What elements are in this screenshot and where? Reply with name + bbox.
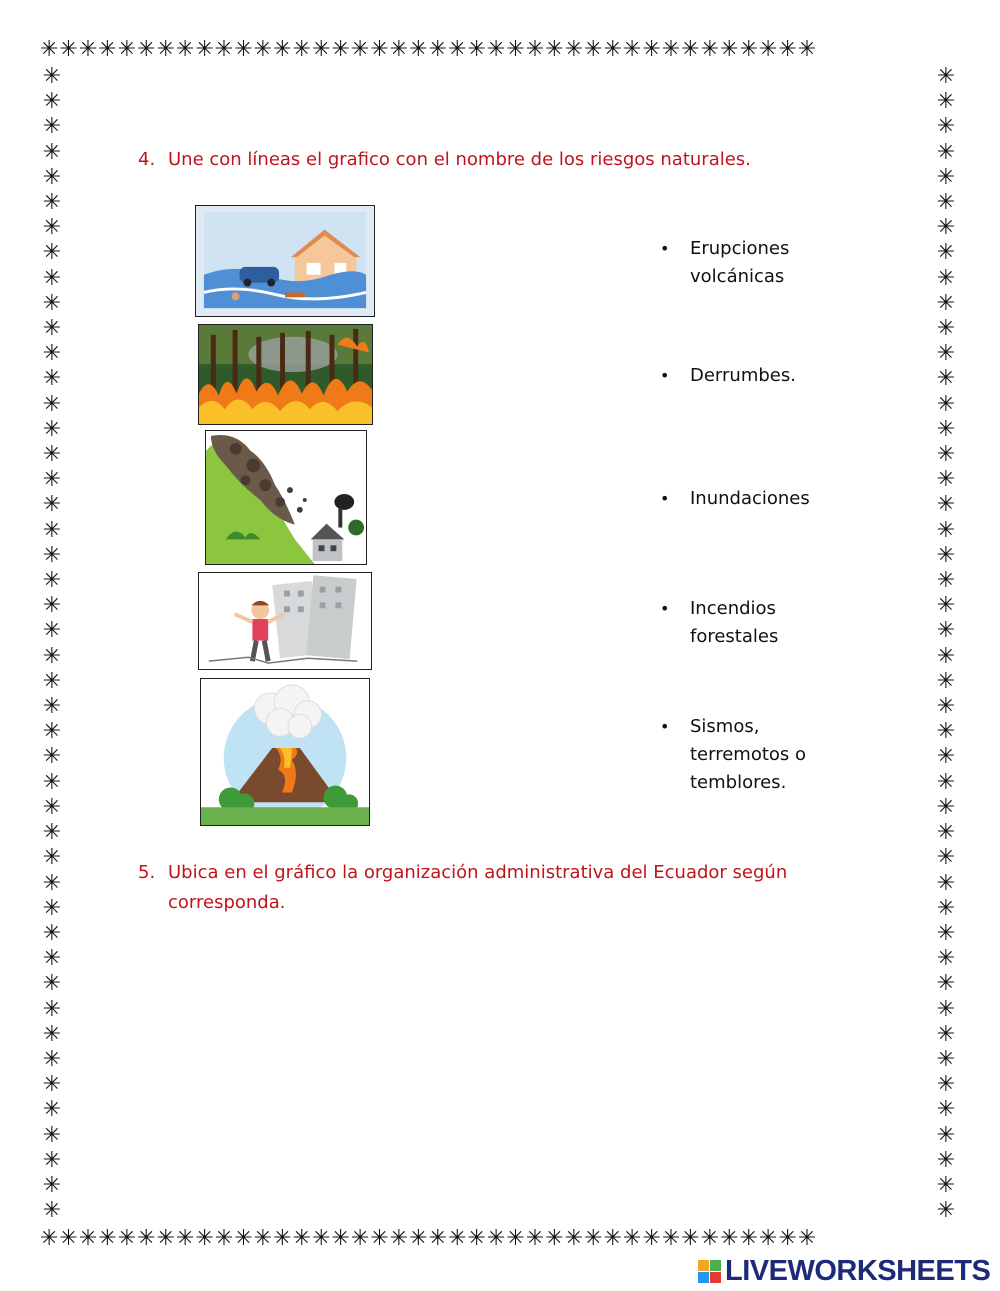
logo-text: LIVEWORKSHEETS [725, 1254, 991, 1287]
border-top: ✳✳✳✳✳✳✳✳✳✳✳✳✳✳✳✳✳✳✳✳✳✳✳✳✳✳✳✳✳✳✳✳✳✳✳✳✳✳✳✳ [40, 38, 818, 62]
volcano-image[interactable] [200, 678, 370, 826]
bullet-icon: • [660, 489, 670, 508]
option-label: Inundaciones [690, 488, 810, 509]
question-4 [138, 145, 838, 175]
border-right: ✳ ✳ ✳ ✳ ✳ ✳ ✳ ✳ ✳ ✳ ✳ ✳ ✳ ✳ ✳ ✳ ✳ ✳ ✳ ✳ ✳ ✳ ✳ ✳ ✳ ✳ ✳ ✳ ✳ ✳ ✳ ✳ ✳ ✳ ✳ ✳ ✳ ✳ ✳ ✳ ✳ ✳ ✳ ✳ ✳ ✳ [936, 64, 956, 1224]
border-bottom: ✳✳✳✳✳✳✳✳✳✳✳✳✳✳✳✳✳✳✳✳✳✳✳✳✳✳✳✳✳✳✳✳✳✳✳✳✳✳✳✳ [40, 1227, 818, 1251]
bullet-icon: • [660, 366, 670, 385]
bullet-icon: • [660, 717, 670, 736]
option-label: Incendios forestales [690, 598, 779, 647]
liveworksheets-logo[interactable] [698, 1254, 990, 1288]
bullet-icon: • [660, 239, 670, 258]
question-text: Une con líneas el grafico con el nombre de los riesgos naturales. [168, 149, 751, 170]
landslide-image[interactable] [205, 430, 367, 565]
question-number: 4. [138, 149, 156, 170]
bullet-icon: • [660, 599, 670, 618]
forest-fire-image[interactable] [198, 324, 373, 425]
question-text: Ubica en el gráfico la organización administrativa del Ecuador según corresponda. [168, 862, 788, 913]
logo-icon [698, 1260, 721, 1283]
question-number: 5. [138, 862, 156, 883]
option-label: Erupciones volcánicas [690, 238, 790, 287]
option-label: Sismos, terremotos o temblores. [690, 716, 807, 793]
earthquake-image[interactable] [198, 572, 372, 670]
option-label: Derrumbes. [690, 365, 796, 386]
question-5 [138, 858, 838, 920]
border-left: ✳ ✳ ✳ ✳ ✳ ✳ ✳ ✳ ✳ ✳ ✳ ✳ ✳ ✳ ✳ ✳ ✳ ✳ ✳ ✳ ✳ ✳ ✳ ✳ ✳ ✳ ✳ ✳ ✳ ✳ ✳ ✳ ✳ ✳ ✳ ✳ ✳ ✳ ✳ ✳ ✳ ✳ ✳ ✳ ✳ ✳ [42, 64, 62, 1224]
flood-image[interactable] [195, 205, 375, 317]
